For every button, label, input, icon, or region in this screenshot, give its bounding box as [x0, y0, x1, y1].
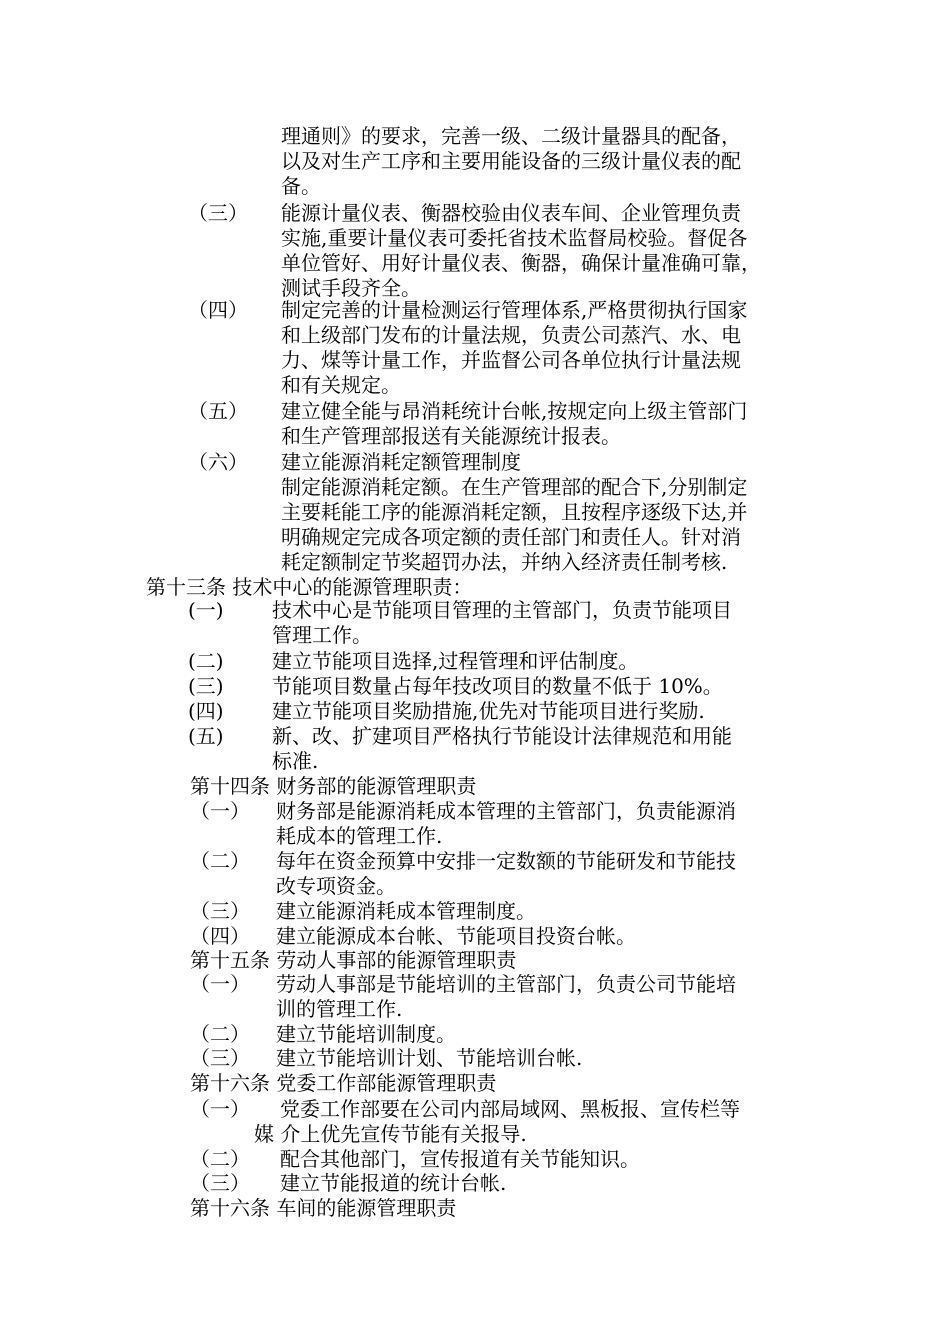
item-mark: (二)	[188, 649, 224, 673]
text-line: 耗成本的管理工作.	[276, 824, 443, 848]
text-line: 建立能源消耗定额管理制度	[281, 450, 521, 474]
text-line: 实施,重要计量仪表可委托省技术监督局校验。督促各	[281, 226, 748, 250]
item-mark: （六）	[188, 450, 248, 474]
text-line: 每年在资金预算中安排一定数额的节能研发和节能技	[276, 849, 736, 873]
item-mark: （一）	[190, 799, 250, 823]
text-line: 制定能源消耗定额。在生产管理部的配合下,分别制定	[281, 475, 748, 499]
text-line: 媒 介上优先宣传节能有关报导.	[254, 1122, 527, 1146]
item-mark: （三）	[190, 1046, 250, 1070]
item-mark: (三)	[188, 674, 224, 698]
text-line: 改专项资金。	[276, 874, 396, 898]
item-mark: （一）	[190, 972, 250, 996]
item-mark: （三）	[190, 899, 250, 923]
item-mark: （五）	[188, 399, 248, 423]
item-mark: （二）	[190, 1147, 250, 1171]
text-line: 训的管理工作.	[276, 997, 403, 1021]
text-line: 节能项目数量占每年技改项目的数量不低于 10%。	[272, 674, 723, 698]
item-mark: （三）	[188, 201, 248, 225]
text-line: 技术中心是节能项目管理的主管部门，负责节能项目	[272, 598, 732, 622]
item-mark: (五)	[188, 724, 224, 748]
text-line: 党委工作部要在公司内部局域网、黑板报、宣传栏等	[280, 1097, 740, 1121]
text-line: 建立节能项目奖励措施,优先对节能项目进行奖励.	[272, 699, 705, 723]
article-heading: 第十六条 车间的能源管理职责	[190, 1196, 457, 1220]
text-line: 建立能源成本台帐、节能项目投资台帐。	[276, 924, 636, 948]
text-line: 能源计量仪表、衡器校验由仪表车间、企业管理负责	[281, 201, 741, 225]
text-line: 备。	[281, 174, 321, 198]
item-mark: (四)	[188, 699, 224, 723]
text-line: 劳动人事部是节能培训的主管部门，负责公司节能培	[276, 972, 736, 996]
text-line: 建立节能培训制度。	[276, 1022, 456, 1046]
text-line: 和上级部门发布的计量法规，负责公司蒸汽、水、电	[281, 323, 741, 347]
text-line: 管理工作。	[272, 623, 372, 647]
item-mark: （四）	[190, 924, 250, 948]
text-line: 建立节能培训计划、节能培训台帐.	[276, 1046, 583, 1070]
text-line: 财务部是能源消耗成本管理的主管部门，负责能源消	[276, 799, 736, 823]
text-line: 力、煤等计量工作，并监督公司各单位执行计量法规	[281, 348, 741, 372]
text-line: 和有关规定。	[281, 373, 401, 397]
text-line: 制定完善的计量检测运行管理体系,严格贯彻执行国家	[281, 298, 748, 322]
article-heading: 第十四条 财务部的能源管理职责	[190, 774, 477, 798]
text-line: 和生产管理部报送有关能源统计报表。	[281, 424, 621, 448]
text-line: 建立能源消耗成本管理制度。	[276, 899, 536, 923]
article-heading: 第十六条 党委工作部能源管理职责	[190, 1071, 497, 1095]
text-line: 标准.	[272, 749, 319, 773]
text-line: 建立节能项目选择,过程管理和评估制度。	[272, 649, 639, 673]
item-mark: （二）	[190, 849, 250, 873]
item-mark: （三）	[190, 1171, 250, 1195]
item-mark: （四）	[188, 298, 248, 322]
text-line: 以及对生产工序和主要用能设备的三级计量仪表的配	[281, 149, 741, 173]
text-line: 理通则》的要求，完善一级、二级计量器具的配备，	[281, 124, 741, 148]
text-line: 单位管好、用好计量仪表、衡器，确保计量准确可靠，	[281, 251, 761, 275]
text-line: 建立健全能与昂消耗统计台帐,按规定向上级主管部门	[281, 399, 748, 423]
text-line: 主要耗能工序的能源消耗定额，且按程序逐级下达,并	[281, 500, 748, 524]
item-mark: (一)	[188, 598, 224, 622]
article-heading: 第十五条 劳动人事部的能源管理职责	[190, 948, 517, 972]
article-heading: 第十三条 技术中心的能源管理职责：	[146, 575, 473, 599]
text-line: 建立节能报道的统计台帐.	[280, 1171, 507, 1195]
text-line: 明确规定完成各项定额的责任部门和责任人。针对消	[281, 525, 741, 549]
text-line: 新、改、扩建项目严格执行节能设计法律规范和用能	[272, 724, 732, 748]
text-line: 测试手段齐全。	[281, 276, 421, 300]
item-mark: （一）	[190, 1097, 250, 1121]
text-line: 配合其他部门，宣传报道有关节能知识。	[280, 1147, 640, 1171]
text-line: 耗定额制定节奖超罚办法，并纳入经济责任制考核.	[281, 550, 728, 574]
item-mark: （二）	[190, 1022, 250, 1046]
